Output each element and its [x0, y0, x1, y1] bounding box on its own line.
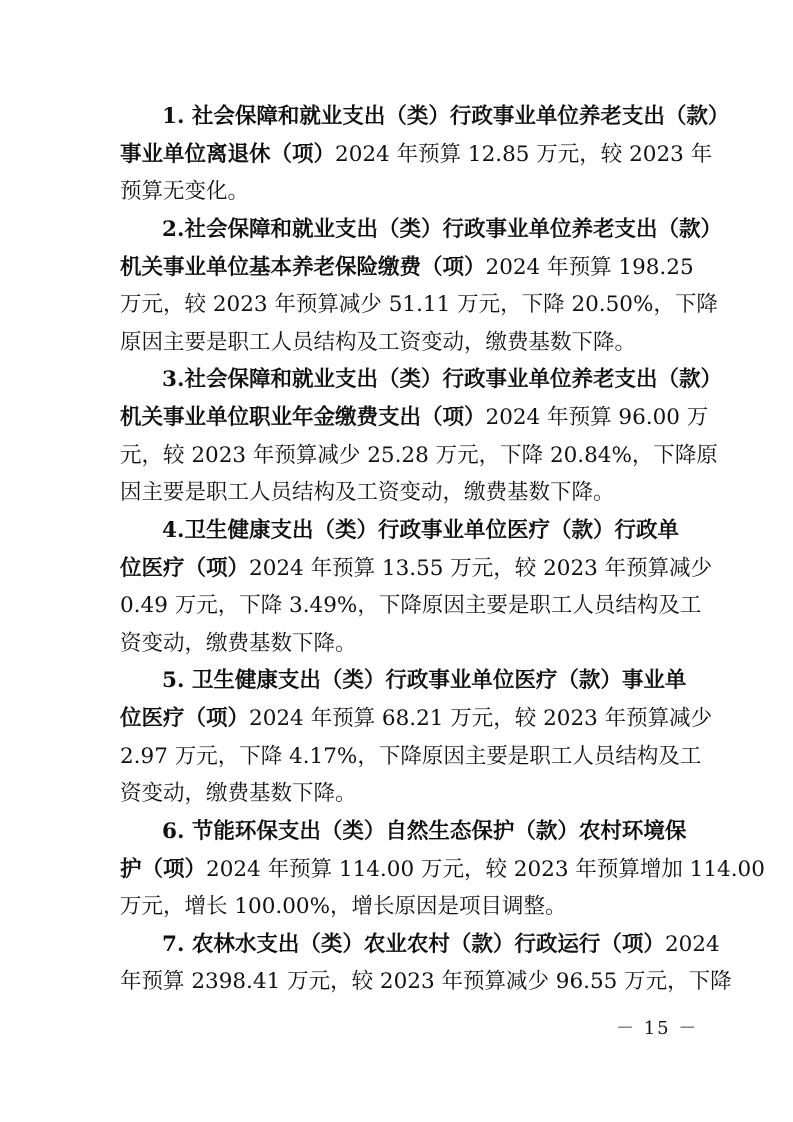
body-text: 2024 年预算 12.85 万元，较 2023 年: [335, 142, 713, 167]
text-line: [0, 323, 793, 363]
text-line: [0, 135, 793, 175]
text-line: [0, 436, 793, 476]
text-line: [0, 774, 793, 814]
bold-text: 位医疗（项）: [120, 556, 250, 581]
body-text: 2024 年预算 13.55 万元，较 2023 年预算减少: [249, 556, 713, 581]
bold-text: 5. 卫生健康支出（类）行政事业单位医疗（款）事业单: [162, 668, 687, 693]
text-line: [0, 511, 793, 551]
text-line: [0, 398, 793, 438]
text-line: [0, 624, 793, 664]
bold-text: 6. 节能环保支出（类）自然生态保护（款）农村环境保: [162, 819, 687, 844]
body-text: 因主要是职工人员结构及工资变动，缴费基数下降。: [120, 480, 615, 505]
body-text: 万元，较 2023 年预算减少 51.11 万元，下降 20.50%，下降: [120, 292, 718, 317]
text-line: [0, 661, 793, 701]
text-line: [0, 549, 793, 589]
body-text: 2.97 万元，下降 4.17%，下降原因主要是职工人员结构及工: [120, 744, 702, 769]
text-line: [0, 737, 793, 777]
bold-text: 4.卫生健康支出（类）行政事业单位医疗（款）行政单: [162, 518, 679, 543]
bold-text: 2.社会保障和就业支出（类）行政事业单位养老支出（款）: [162, 217, 722, 242]
body-text: 2024 年预算 198.25: [485, 255, 694, 280]
body-text: 元，较 2023 年预算减少 25.28 万元，下降 20.84%，下降原: [120, 443, 718, 468]
text-line: [0, 850, 793, 890]
text-line: [0, 97, 793, 137]
text-line: [0, 699, 793, 739]
bold-text: 事业单位离退休（项）: [120, 142, 336, 167]
body-text: 2024 年预算 96.00 万: [485, 405, 709, 430]
body-text: 预算无变化。: [120, 179, 250, 204]
bold-text: 位医疗（项）: [120, 706, 250, 731]
bold-text: 机关事业单位基本养老保险缴费（项）: [120, 255, 486, 280]
bold-text: 3.社会保障和就业支出（类）行政事业单位养老支出（款）: [162, 367, 722, 392]
text-line: [0, 962, 793, 1002]
body-text: 0.49 万元，下降 3.49%，下降原因主要是职工人员结构及工: [120, 593, 702, 618]
body-text: 资变动，缴费基数下降。: [120, 781, 357, 806]
body-text: 年预算 2398.41 万元，较 2023 年预算减少 96.55 万元，下降: [120, 969, 732, 994]
body-text: 2024 年预算 114.00 万元，较 2023 年预算增加 114.00: [206, 857, 765, 882]
bold-text: 机关事业单位职业年金缴费支出（项）: [120, 405, 486, 430]
body-text: 万元，增长 100.00%，增长原因是项目调整。: [120, 894, 567, 919]
text-line: [0, 473, 793, 513]
text-line: [0, 925, 793, 965]
text-line: [0, 285, 793, 325]
text-line: [0, 248, 793, 288]
body-text: 资变动，缴费基数下降。: [120, 631, 357, 656]
body-text: 原因主要是职工人员结构及工资变动，缴费基数下降。: [120, 330, 637, 355]
text-line: [0, 172, 793, 212]
bold-text: 护（项）: [120, 857, 207, 882]
bold-text: 7. 农林水支出（类）农业农村（款）行政运行（项）: [162, 932, 665, 957]
body-text: 2024 年预算 68.21 万元，较 2023 年预算减少: [249, 706, 713, 731]
page-number: － 15 －: [616, 1018, 699, 1039]
text-line: [0, 210, 793, 250]
bold-text: 1. 社会保障和就业支出（类）行政事业单位养老支出（款）: [162, 104, 730, 129]
body-text: 2024: [664, 932, 720, 957]
text-line: [0, 360, 793, 400]
text-line: [0, 586, 793, 626]
text-line: [0, 887, 793, 927]
text-line: [0, 812, 793, 852]
